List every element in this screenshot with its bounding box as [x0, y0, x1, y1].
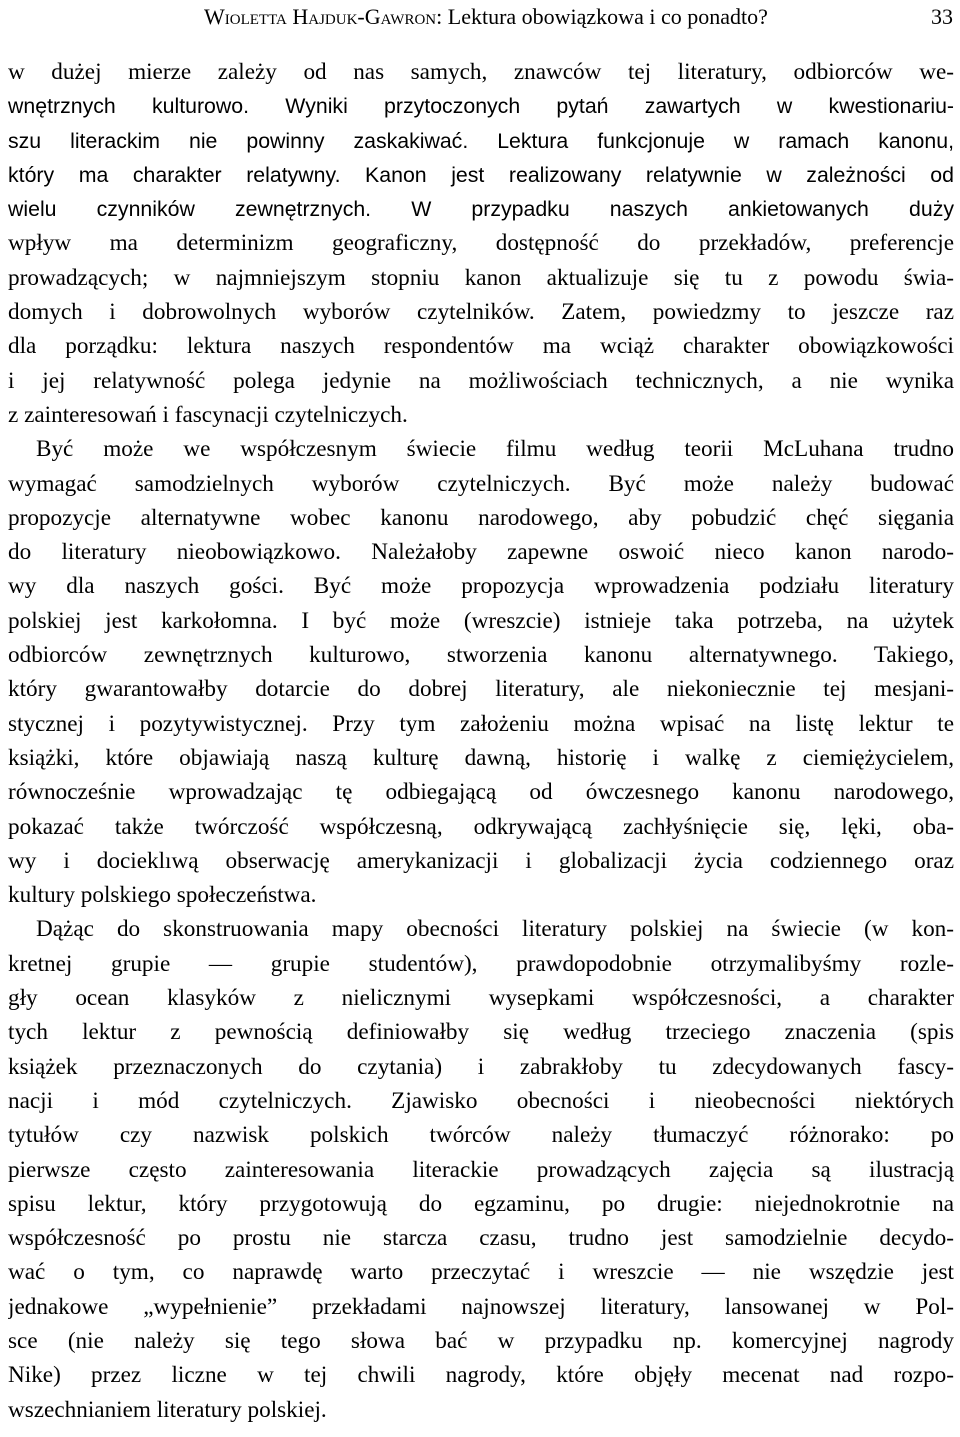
- text-line: pierwsze często zainteresowania literackie prowadzących zajęcia są ilustracją: [8, 1156, 954, 1183]
- running-header: [0, 0, 960, 36]
- page-number: 33: [931, 4, 953, 29]
- text-line: wać o tym, co naprawdę warto przeczytać i wreszcie — nie wszędzie jest: [8, 1259, 954, 1286]
- text-line: współczesność po prostu nie starcza czasu, trudno jest samodzielnie decydo-: [8, 1225, 954, 1252]
- text-line: który gwarantowałby dotarcie do dobrej literatury, ale niekoniecznie tej mesjani-: [8, 676, 954, 703]
- text-line: z zainteresowań i fascynacji czytelniczych.: [8, 401, 408, 428]
- paragraph: [8, 432, 954, 912]
- text-line: wy dla naszych gości. Być może propozycja wprowadzenia podziału literatury: [8, 573, 954, 600]
- text-line: stycznej i pozytywistycznej. Przy tym założeniu można wpisać na listę lektur te: [8, 710, 954, 737]
- text-line: pokazać także twórczość współczesną, odkrywającą zachłyśnięcie się, lęki, oba-: [8, 813, 954, 840]
- text-line: domych i dobrowolnych wyborów czytelników. Zatem, powiedzmy to jeszcze raz: [8, 299, 954, 326]
- text-line: spisu lektur, który przygotowują do egzaminu, po drugie: niejednokrotnie na: [8, 1190, 954, 1217]
- paragraph: [8, 912, 954, 1426]
- text-line: Dążąc do skonstruowania mapy obecności literatury polskiej na świecie (w kon-: [36, 916, 954, 943]
- text-line: tytułów czy nazwisk polskich twórców należy tłumaczyć różnorako: po: [8, 1122, 954, 1149]
- body-text: [8, 55, 954, 1427]
- text-line: równocześnie wprowadzając tę odbiegającą od ówczesnego kanonu narodowego,: [8, 779, 954, 806]
- text-line: szu literackim nie powinny zaskakiwać. Lektura funkcjonuje w ramach kanonu,: [8, 128, 954, 153]
- author-last-rest-1: ajduk-: [308, 4, 365, 29]
- text-line: sce (nie należy się tego słowa bać w przypadku np. komercyjnej nagrody: [8, 1327, 954, 1354]
- text-line: wpływ ma determinizm geograficzny, dostępność do przekładów, preferencje: [8, 230, 954, 257]
- author-initial-h: H: [292, 4, 309, 29]
- author-first-rest: ioletta: [224, 4, 293, 29]
- text-line: prowadzących; w najmniejszym stopniu kanon aktualizuje się tu z powodu świa-: [8, 264, 954, 291]
- text-line: gły ocean klasyków z nielicznymi wysepkami współczesności, a charakter: [8, 985, 954, 1012]
- author-last-rest-2: awron: [380, 4, 437, 29]
- text-line: odbiorców zewnętrznych kulturowo, stworzenia kanonu alternatywnego. Takiego,: [8, 642, 954, 669]
- text-line: propozycje alternatywne wobec kanonu narodowego, aby pobudzić chęć sięgania: [8, 504, 954, 531]
- header-separator: :: [436, 4, 448, 29]
- text-line: Być może we współczesnym świecie filmu według teorii McLuhana trudno: [36, 436, 954, 463]
- author-name: [204, 4, 436, 29]
- text-line: który ma charakter relatywny. Kanon jest realizowany relatywnie w zależności od: [8, 162, 954, 187]
- text-line: Nike) przez liczne w tej chwili nagrody, które objęły mecenat nad rozpo-: [8, 1362, 954, 1389]
- text-line: książki, które objawiają naszą kulturę dawną, historię i walkę z ciemiężycielem,: [8, 744, 954, 771]
- text-line: w dużej mierze zależy od nas samych, znawców tej literatury, odbiorców we-: [8, 59, 954, 85]
- running-head: [204, 4, 768, 30]
- text-line: wszechnianiem literatury polskiej.: [8, 1396, 327, 1423]
- text-line: wielu czynników zewnętrznych. W przypadku naszych ankietowanych duży: [8, 197, 954, 222]
- text-line: kultury polskiego społeczeństwa.: [8, 882, 317, 909]
- text-line: wy i docieklıwą obserwację amerykanizacji i globalizacji życia codziennego oraz: [8, 847, 954, 874]
- text-line: wnętrznych kulturowo. Wyniki przytoczonych pytań zawartych w kwestionariu-: [8, 94, 954, 119]
- text-line: do literatury nieobowiązkowo. Należałoby zapewne oswoić nieco kanon narodo-: [8, 539, 954, 566]
- text-line: tych lektur z pewnością definiowałby się według trzeciego znaczenia (spis: [8, 1019, 954, 1046]
- paragraph: [8, 55, 954, 432]
- article-title: Lektura obowiązkowa i co ponadto?: [447, 4, 768, 29]
- text-line: i jej relatywność polega jedynie na możliwościach technicznych, a nie wynika: [8, 367, 954, 394]
- author-initial-w: W: [204, 4, 225, 29]
- text-line: książek przeznaczonych do czytania) i zabrakłoby tu zdecydowanych fascy-: [8, 1053, 954, 1080]
- text-line: nacji i mód czytelniczych. Zjawisko obecności i nieobecności niektórych: [8, 1087, 954, 1114]
- text-line: wymagać samodzielnych wyborów czytelniczych. Być może należy budować: [8, 470, 954, 497]
- text-line: dla porządku: lektura naszych respondentów ma wciąż charakter obowiązkowości: [8, 333, 954, 360]
- text-line: kretnej grupie — grupie studentów), prawdopodobnie otrzymalibyśmy rozle-: [8, 950, 954, 977]
- text-line: polskiej jest karkołomna. I być może (wreszcie) istnieje taka potrzeba, na użytek: [8, 607, 954, 634]
- text-line: jednakowe „wypełnienie” przekładami najnowszej literatury, lansowanej w Pol-: [8, 1293, 954, 1320]
- author-initial-g: G: [364, 4, 381, 29]
